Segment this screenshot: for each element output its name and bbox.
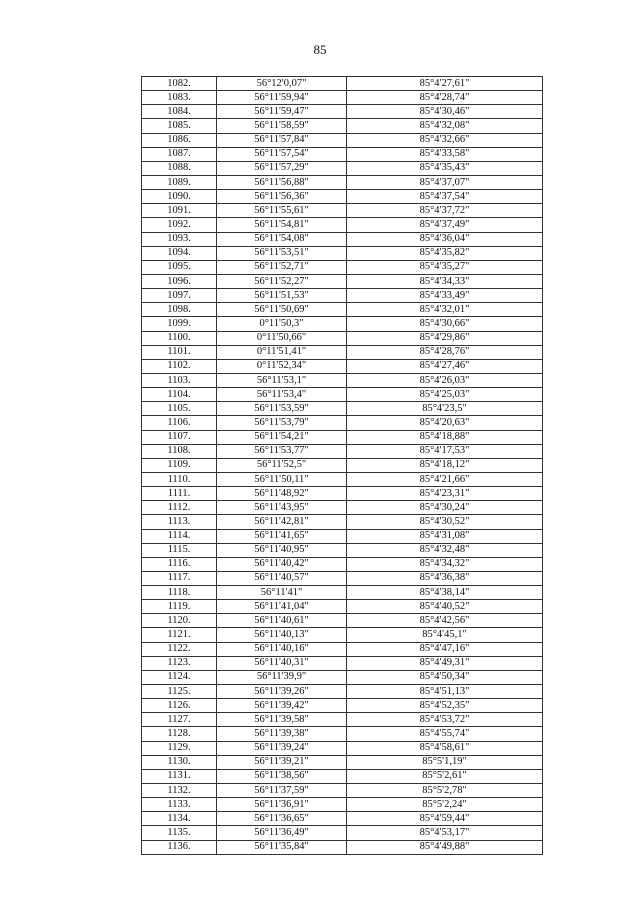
longitude-cell: 85°4'49,31" (347, 656, 543, 670)
latitude-cell: 56°11'54,21" (217, 430, 347, 444)
latitude-cell: 56°11'48,92" (217, 487, 347, 501)
table-row (142, 246, 543, 260)
point-number-cell: 1085. (142, 119, 217, 133)
table-row (142, 755, 543, 769)
latitude-cell: 56°11'58,59" (217, 119, 347, 133)
longitude-cell: 85°4'23,31" (347, 487, 543, 501)
latitude-cell: 56°11'39,38" (217, 727, 347, 741)
longitude-cell: 85°4'40,52" (347, 600, 543, 614)
point-number-cell: 1097. (142, 289, 217, 303)
latitude-cell: 56°11'54,08" (217, 232, 347, 246)
point-number-cell: 1105. (142, 402, 217, 416)
latitude-cell: 56°11'36,65" (217, 812, 347, 826)
latitude-cell: 56°11'53,59" (217, 402, 347, 416)
point-number-cell: 1091. (142, 204, 217, 218)
latitude-cell: 56°11'55,61" (217, 204, 347, 218)
latitude-cell: 56°11'52,27" (217, 274, 347, 288)
latitude-cell: 56°11'56,36" (217, 190, 347, 204)
longitude-cell: 85°4'31,08" (347, 529, 543, 543)
table-row (142, 501, 543, 515)
point-number-cell: 1127. (142, 713, 217, 727)
point-number-cell: 1111. (142, 487, 217, 501)
point-number-cell: 1121. (142, 628, 217, 642)
latitude-cell: 56°11'39,42" (217, 699, 347, 713)
table-row (142, 303, 543, 317)
longitude-cell: 85°4'47,16" (347, 642, 543, 656)
longitude-cell: 85°4'59,44" (347, 812, 543, 826)
point-number-cell: 1120. (142, 614, 217, 628)
point-number-cell: 1118. (142, 586, 217, 600)
longitude-cell: 85°4'18,12" (347, 458, 543, 472)
table-row (142, 571, 543, 585)
table-row (142, 713, 543, 727)
point-number-cell: 1116. (142, 557, 217, 571)
longitude-cell: 85°4'30,46" (347, 105, 543, 119)
point-number-cell: 1106. (142, 416, 217, 430)
latitude-cell: 56°11'39,24" (217, 741, 347, 755)
point-number-cell: 1129. (142, 741, 217, 755)
point-number-cell: 1124. (142, 670, 217, 684)
latitude-cell: 0°11'52,34" (217, 359, 347, 373)
point-number-cell: 1131. (142, 769, 217, 783)
longitude-cell: 85°4'49,88" (347, 840, 543, 854)
point-number-cell: 1083. (142, 91, 217, 105)
point-number-cell: 1119. (142, 600, 217, 614)
table-row (142, 826, 543, 840)
latitude-cell: 56°11'50,69" (217, 303, 347, 317)
coordinates-table-body (142, 77, 543, 855)
latitude-cell: 56°11'57,29" (217, 161, 347, 175)
latitude-cell: 56°11'54,81" (217, 218, 347, 232)
table-row (142, 218, 543, 232)
table-row (142, 175, 543, 189)
longitude-cell: 85°4'30,52" (347, 515, 543, 529)
table-row (142, 614, 543, 628)
point-number-cell: 1122. (142, 642, 217, 656)
point-number-cell: 1088. (142, 161, 217, 175)
longitude-cell: 85°4'30,24" (347, 501, 543, 515)
latitude-cell: 56°11'40,16" (217, 642, 347, 656)
table-row (142, 190, 543, 204)
longitude-cell: 85°4'53,17" (347, 826, 543, 840)
longitude-cell: 85°4'52,35" (347, 699, 543, 713)
table-row (142, 232, 543, 246)
table-row (142, 260, 543, 274)
longitude-cell: 85°4'45,1" (347, 628, 543, 642)
point-number-cell: 1130. (142, 755, 217, 769)
point-number-cell: 1099. (142, 317, 217, 331)
longitude-cell: 85°4'35,43" (347, 161, 543, 175)
table-row (142, 656, 543, 670)
longitude-cell: 85°4'37,72" (347, 204, 543, 218)
longitude-cell: 85°4'28,74" (347, 91, 543, 105)
latitude-cell: 56°11'57,54" (217, 147, 347, 161)
point-number-cell: 1125. (142, 685, 217, 699)
latitude-cell: 0°11'50,3" (217, 317, 347, 331)
longitude-cell: 85°4'51,13" (347, 685, 543, 699)
table-row (142, 204, 543, 218)
longitude-cell: 85°5'2,24" (347, 798, 543, 812)
point-number-cell: 1126. (142, 699, 217, 713)
longitude-cell: 85°4'27,61" (347, 77, 543, 91)
longitude-cell: 85°4'27,46" (347, 359, 543, 373)
longitude-cell: 85°4'37,07" (347, 175, 543, 189)
latitude-cell: 56°11'41" (217, 586, 347, 600)
point-number-cell: 1135. (142, 826, 217, 840)
table-row (142, 812, 543, 826)
table-row (142, 840, 543, 854)
table-row (142, 359, 543, 373)
table-row (142, 161, 543, 175)
longitude-cell: 85°4'55,74" (347, 727, 543, 741)
table-row (142, 317, 543, 331)
latitude-cell: 56°11'53,77" (217, 444, 347, 458)
table-row (142, 416, 543, 430)
page-number: 85 (313, 42, 327, 57)
latitude-cell: 56°11'38,56" (217, 769, 347, 783)
point-number-cell: 1117. (142, 571, 217, 585)
longitude-cell: 85°4'34,33" (347, 274, 543, 288)
table-row (142, 274, 543, 288)
latitude-cell: 56°11'40,61" (217, 614, 347, 628)
longitude-cell: 85°5'2,61" (347, 769, 543, 783)
point-number-cell: 1100. (142, 331, 217, 345)
point-number-cell: 1086. (142, 133, 217, 147)
table-row (142, 557, 543, 571)
latitude-cell: 56°11'41,04" (217, 600, 347, 614)
longitude-cell: 85°4'50,34" (347, 670, 543, 684)
latitude-cell: 56°11'57,84" (217, 133, 347, 147)
longitude-cell: 85°4'21,66" (347, 472, 543, 486)
latitude-cell: 56°11'40,95" (217, 543, 347, 557)
latitude-cell: 56°11'40,31" (217, 656, 347, 670)
latitude-cell: 56°11'39,26" (217, 685, 347, 699)
longitude-cell: 85°4'29,86" (347, 331, 543, 345)
longitude-cell: 85°4'32,48" (347, 543, 543, 557)
longitude-cell: 85°5'2,78" (347, 784, 543, 798)
longitude-cell: 85°4'33,58" (347, 147, 543, 161)
point-number-cell: 1096. (142, 274, 217, 288)
table-row (142, 642, 543, 656)
table-row (142, 685, 543, 699)
table-row (142, 543, 543, 557)
table-row (142, 388, 543, 402)
table-row (142, 91, 543, 105)
table-row (142, 784, 543, 798)
point-number-cell: 1104. (142, 388, 217, 402)
latitude-cell: 56°11'50,11" (217, 472, 347, 486)
point-number-cell: 1112. (142, 501, 217, 515)
longitude-cell: 85°4'38,14" (347, 586, 543, 600)
point-number-cell: 1109. (142, 458, 217, 472)
point-number-cell: 1082. (142, 77, 217, 91)
table-row (142, 345, 543, 359)
table-row (142, 798, 543, 812)
table-row (142, 430, 543, 444)
longitude-cell: 85°4'42,56" (347, 614, 543, 628)
table-row (142, 119, 543, 133)
table-row (142, 741, 543, 755)
coordinates-table (141, 76, 543, 855)
point-number-cell: 1090. (142, 190, 217, 204)
latitude-cell: 56°11'39,9" (217, 670, 347, 684)
point-number-cell: 1087. (142, 147, 217, 161)
table-row (142, 670, 543, 684)
longitude-cell: 85°4'34,32" (347, 557, 543, 571)
point-number-cell: 1089. (142, 175, 217, 189)
latitude-cell: 56°11'36,91" (217, 798, 347, 812)
latitude-cell: 56°11'59,47" (217, 105, 347, 119)
longitude-cell: 85°4'53,72" (347, 713, 543, 727)
point-number-cell: 1093. (142, 232, 217, 246)
point-number-cell: 1107. (142, 430, 217, 444)
table-row (142, 105, 543, 119)
latitude-cell: 56°11'52,71" (217, 260, 347, 274)
point-number-cell: 1095. (142, 260, 217, 274)
table-row (142, 727, 543, 741)
point-number-cell: 1136. (142, 840, 217, 854)
latitude-cell: 56°11'53,1" (217, 373, 347, 387)
longitude-cell: 85°4'32,08" (347, 119, 543, 133)
latitude-cell: 56°11'40,42" (217, 557, 347, 571)
latitude-cell: 56°11'53,4" (217, 388, 347, 402)
point-number-cell: 1134. (142, 812, 217, 826)
table-row (142, 77, 543, 91)
latitude-cell: 56°11'42,81" (217, 515, 347, 529)
point-number-cell: 1132. (142, 784, 217, 798)
point-number-cell: 1115. (142, 543, 217, 557)
point-number-cell: 1103. (142, 373, 217, 387)
longitude-cell: 85°4'17,53" (347, 444, 543, 458)
table-row (142, 458, 543, 472)
latitude-cell: 56°11'59,94" (217, 91, 347, 105)
latitude-cell: 56°11'39,21" (217, 755, 347, 769)
longitude-cell: 85°4'26,03" (347, 373, 543, 387)
longitude-cell: 85°4'32,66" (347, 133, 543, 147)
longitude-cell: 85°4'36,04" (347, 232, 543, 246)
longitude-cell: 85°5'1,19" (347, 755, 543, 769)
point-number-cell: 1128. (142, 727, 217, 741)
latitude-cell: 56°11'35,84" (217, 840, 347, 854)
longitude-cell: 85°4'25,03" (347, 388, 543, 402)
point-number-cell: 1084. (142, 105, 217, 119)
longitude-cell: 85°4'23,5" (347, 402, 543, 416)
latitude-cell: 56°11'39,58" (217, 713, 347, 727)
point-number-cell: 1094. (142, 246, 217, 260)
longitude-cell: 85°4'35,27" (347, 260, 543, 274)
table-row (142, 515, 543, 529)
latitude-cell: 56°11'36,49" (217, 826, 347, 840)
table-row (142, 769, 543, 783)
table-row (142, 600, 543, 614)
latitude-cell: 56°11'52,5" (217, 458, 347, 472)
latitude-cell: 56°11'53,79" (217, 416, 347, 430)
table-row (142, 472, 543, 486)
point-number-cell: 1133. (142, 798, 217, 812)
latitude-cell: 0°11'51,41" (217, 345, 347, 359)
latitude-cell: 56°11'37,59" (217, 784, 347, 798)
table-row (142, 147, 543, 161)
table-row (142, 331, 543, 345)
longitude-cell: 85°4'18,88" (347, 430, 543, 444)
latitude-cell: 56°11'43,95" (217, 501, 347, 515)
point-number-cell: 1113. (142, 515, 217, 529)
table-row (142, 487, 543, 501)
latitude-cell: 0°11'50,66" (217, 331, 347, 345)
longitude-cell: 85°4'20,63" (347, 416, 543, 430)
longitude-cell: 85°4'32,01" (347, 303, 543, 317)
longitude-cell: 85°4'35,82" (347, 246, 543, 260)
point-number-cell: 1102. (142, 359, 217, 373)
latitude-cell: 56°11'41,65" (217, 529, 347, 543)
table-row (142, 529, 543, 543)
point-number-cell: 1092. (142, 218, 217, 232)
longitude-cell: 85°4'28,76" (347, 345, 543, 359)
table-row (142, 402, 543, 416)
table-row (142, 586, 543, 600)
table-row (142, 444, 543, 458)
longitude-cell: 85°4'37,54" (347, 190, 543, 204)
latitude-cell: 56°11'51,53" (217, 289, 347, 303)
table-row (142, 699, 543, 713)
table-row (142, 133, 543, 147)
point-number-cell: 1114. (142, 529, 217, 543)
point-number-cell: 1108. (142, 444, 217, 458)
latitude-cell: 56°12'0,07" (217, 77, 347, 91)
point-number-cell: 1098. (142, 303, 217, 317)
table-row (142, 373, 543, 387)
longitude-cell: 85°4'33,49" (347, 289, 543, 303)
point-number-cell: 1123. (142, 656, 217, 670)
latitude-cell: 56°11'53,51" (217, 246, 347, 260)
latitude-cell: 56°11'40,57" (217, 571, 347, 585)
longitude-cell: 85°4'37,49" (347, 218, 543, 232)
longitude-cell: 85°4'36,38" (347, 571, 543, 585)
latitude-cell: 56°11'40,13" (217, 628, 347, 642)
point-number-cell: 1101. (142, 345, 217, 359)
table-row (142, 628, 543, 642)
longitude-cell: 85°4'30,66" (347, 317, 543, 331)
table-row (142, 289, 543, 303)
latitude-cell: 56°11'56,88" (217, 175, 347, 189)
longitude-cell: 85°4'58,61" (347, 741, 543, 755)
point-number-cell: 1110. (142, 472, 217, 486)
